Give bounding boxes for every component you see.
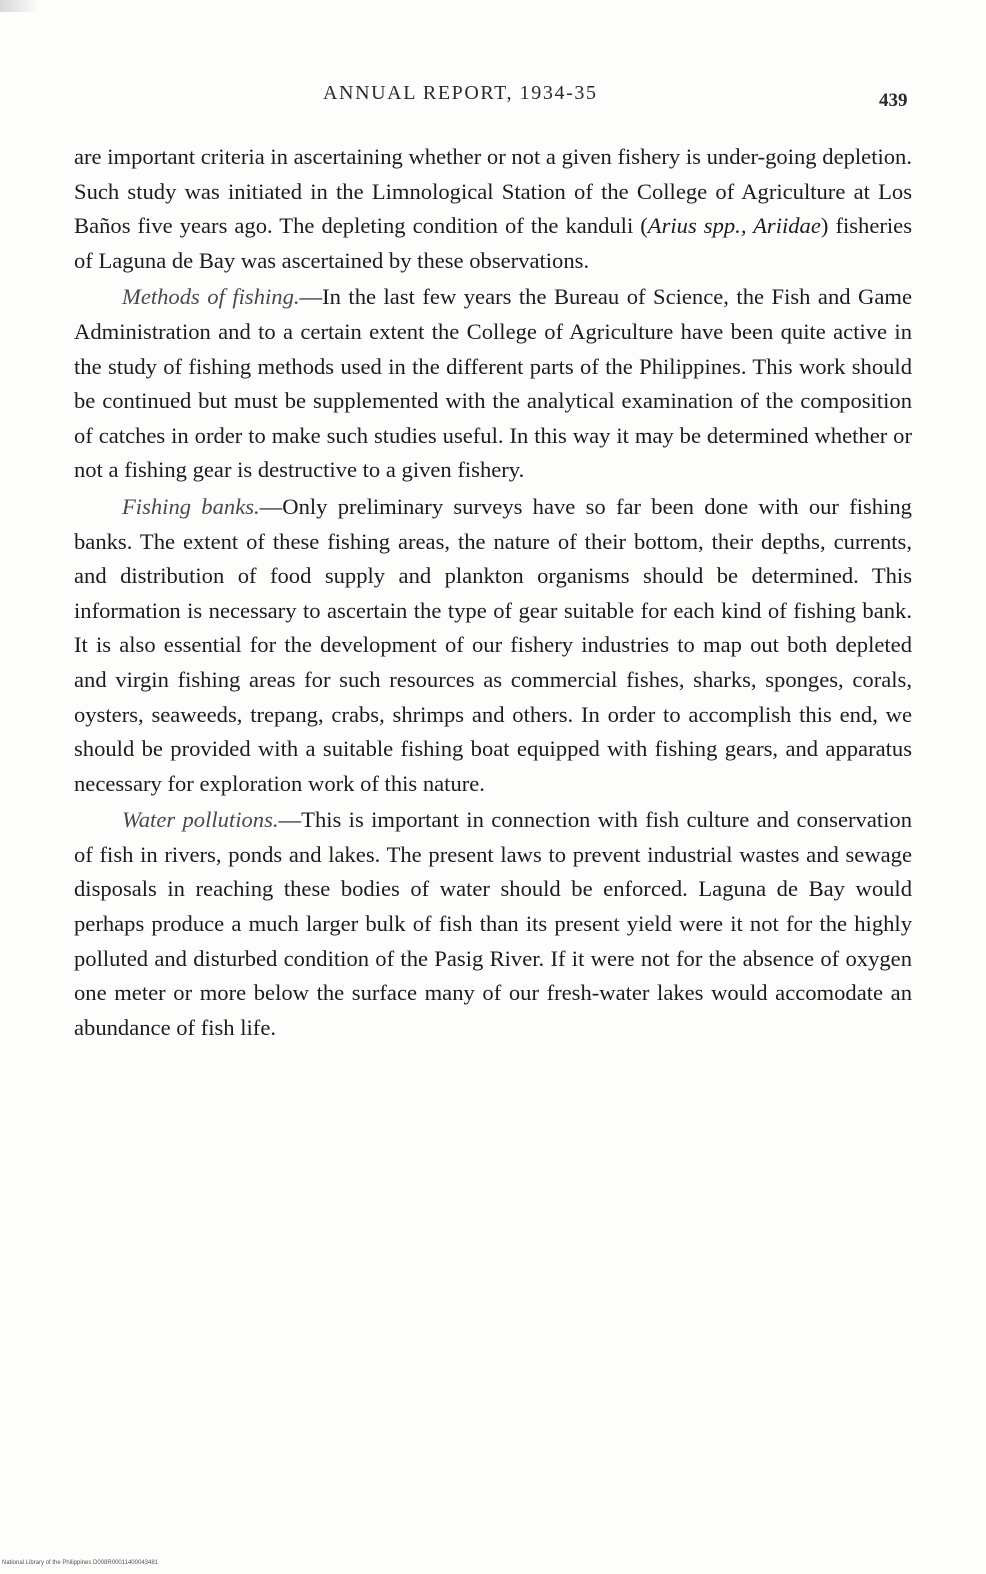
page-header	[0, 82, 986, 112]
paragraph-water-pollutions	[74, 803, 912, 1045]
paragraph-heading: Water pollutions.	[122, 807, 279, 833]
paragraph-text: are important criteria in ascertaining whether or not a given fishery is under-going depletion. Such study was initiated in the Limnological Station of the College of Agriculture at Los Baños five years ago. The depleting condition of the kanduli (	[74, 144, 912, 239]
running-head: ANNUAL REPORT, 1934-35	[323, 82, 598, 104]
paragraph-fishing-banks	[74, 490, 912, 801]
paragraph-text-after: ) fisheries of Laguna de Bay was ascertained by these observations.	[74, 213, 912, 273]
page-number: 439	[879, 90, 908, 111]
paragraph-continuation	[74, 140, 912, 278]
body-text	[74, 140, 912, 1045]
paragraph-methods-of-fishing	[74, 280, 912, 488]
scientific-name: Arius spp., Ariidae	[647, 213, 821, 239]
paragraph-text: —Only preliminary surveys have so far been done with our fishing banks. The extent of these fishing areas, the nature of their bottom, their depths, currents, and distribution of food supply and plankton organisms should be determined. This information is necessary to ascertain the type of gear suitable for each kind of fishing bank. It is also essential for the development of our fishery industries to map out both depleted and virgin fishing areas for such resources as commercial fishes, sharks, sponges, corals, oysters, seaweeds, trepang, crabs, shrimps and others. In order to accomplish this end, we should be provided with a suitable fishing boat equipped with fishing gears, and apparatus necessary for exploration work of this nature.	[74, 493, 912, 796]
scan-credit: National Library of the Philippines D008R00011400043481	[2, 1560, 158, 1566]
paragraph-text: —This is important in connection with fish culture and conservation of fish in rivers, ponds and lakes. The present laws to prevent industrial wastes and sewage disposals in reaching these bodies of water should be enforced. Laguna de Bay would perhaps produce a much larger bulk of fish than its present yield were it not for the highly polluted and disturbed condition of the Pasig River. If it were not for the absence of oxygen one meter or more below the surface many of our fresh-water lakes would accomodate an abundance of fish life.	[74, 807, 912, 1040]
paragraph-heading: Fishing banks.	[122, 493, 260, 519]
scan-corner-shadow	[0, 0, 40, 12]
paragraph-text: —In the last few years the Bureau of Science, the Fish and Game Administration and to a certain extent the College of Agriculture have been quite active in the study of fishing methods used in the different parts of the Philippines. This work should be continued but must be supplemented with the analytical examination of the composition of catches in order to make such studies useful. In this way it may be determined whether or not a fishing gear is destructive to a given fishery.	[74, 284, 912, 483]
paragraph-heading: Methods of fishing.	[122, 284, 300, 310]
